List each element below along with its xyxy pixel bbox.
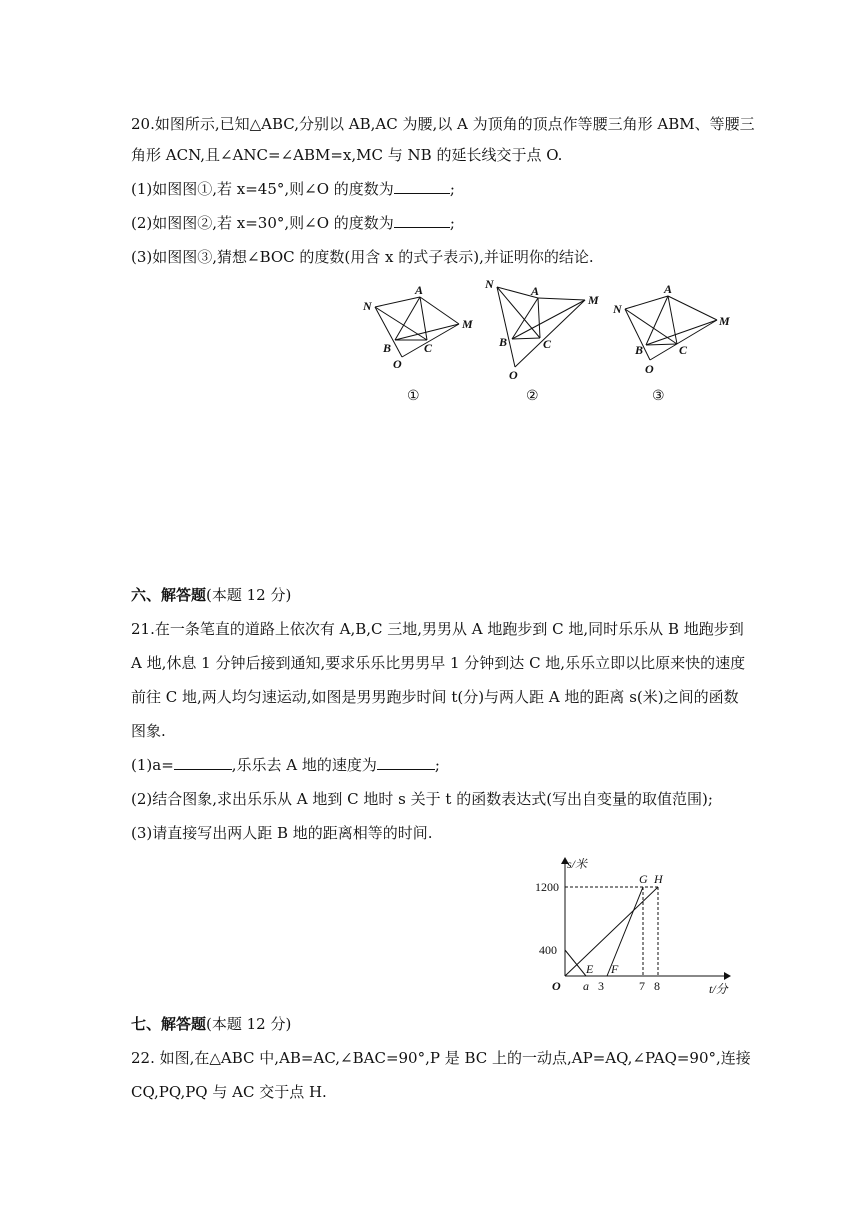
q21-line3: 前往 C 地,两人均匀速运动,如图是男男跑步时间 t(分)与两人距 A 地的距离 s(米)之间的函数 xyxy=(131,688,739,706)
fig3-segment-AM xyxy=(668,296,717,320)
fig2-segment-BM xyxy=(512,300,585,339)
fig1-label-B: B xyxy=(383,341,392,355)
fig1-label-A: A xyxy=(415,283,424,297)
q21-line4: 图象. xyxy=(131,722,166,740)
q20-part2-end: ; xyxy=(449,214,455,232)
answer-blank xyxy=(394,212,450,228)
fig1-label-N: N xyxy=(363,299,372,313)
answer-blank xyxy=(174,754,232,770)
fig1-label-M: M xyxy=(462,317,473,331)
fig3-label-C: C xyxy=(679,343,688,357)
section7-title: 七、解答题 xyxy=(131,1015,207,1033)
q20-line1: 20.如图所示,已知△ABC,分别以 AB,AC 为腰,以 A 为顶角的顶点作等腰三角形 ABM、等腰三 xyxy=(131,115,755,133)
fig1-label-C: C xyxy=(424,341,433,355)
fig2-segment-NO xyxy=(497,287,515,367)
fig1-segment-NC xyxy=(375,307,427,340)
fig3-segment-BC xyxy=(646,344,677,345)
fig2-label-N: N xyxy=(485,277,494,291)
fig1-caption: ① xyxy=(407,389,420,404)
fig2-label-C: C xyxy=(543,337,552,351)
section7-note: (本题 12 分) xyxy=(206,1015,292,1033)
y-tick-1200: 1200 xyxy=(535,880,559,894)
q21-part1-mid: ,乐乐去 A 地的速度为 xyxy=(231,756,377,774)
fig1-segment-NA xyxy=(375,297,420,307)
fig3-label-A: A xyxy=(664,282,673,296)
q21-part3: (3)请直接写出两人距 B 地的距离相等的时间. xyxy=(131,824,433,842)
section7-heading xyxy=(131,1013,291,1035)
q20-part1 xyxy=(131,178,455,200)
q20-part3: (3)如图图③,猜想∠BOC 的度数(用含 x 的式子表示),并证明你的结论. xyxy=(131,248,594,266)
q21-part1-text: (1)a= xyxy=(131,756,174,774)
fig2-label-O: O xyxy=(509,368,518,382)
q21-part2: (2)结合图象,求出乐乐从 A 地到 C 地时 s 关于 t 的函数表达式(写出自变量的取值范围); xyxy=(131,790,713,808)
fig2-segment-MO xyxy=(515,300,585,367)
x-tick-8: 8 xyxy=(654,979,660,993)
origin-label: O xyxy=(552,979,561,993)
fig3-label-M: M xyxy=(719,314,730,328)
answer-blank xyxy=(394,178,450,194)
fig2-caption: ② xyxy=(526,389,539,404)
q21-line1: 21.在一条笔直的道路上依次有 A,B,C 三地,男男从 A 地跑步到 C 地,同时乐乐从 B 地跑步到 xyxy=(131,620,744,638)
q22-line1: 22. 如图,在△ABC 中,AB=AC,∠BAC=90°,P 是 BC 上的一动点,AP=AQ,∠PAQ=90°,连接 xyxy=(131,1049,751,1067)
fig2-segment-BC xyxy=(512,338,540,339)
q22-line2: CQ,PQ,PQ 与 AC 交于点 H. xyxy=(131,1083,327,1101)
q21-graph xyxy=(530,852,740,1000)
y-axis-label: s/米 xyxy=(567,857,588,871)
q21-part1 xyxy=(131,754,440,776)
fig3-label-B: B xyxy=(635,343,644,357)
point-label-E: E xyxy=(586,962,594,976)
x-axis-label: t/分 xyxy=(709,982,728,996)
x-tick-3: 3 xyxy=(598,979,604,993)
q20-part1-end: ; xyxy=(449,180,455,198)
fig1-segment-AM xyxy=(420,297,459,324)
section6-heading xyxy=(131,584,291,606)
point-label-F: F xyxy=(611,962,619,976)
answer-blank xyxy=(377,754,435,770)
fig2-label-B: B xyxy=(499,335,508,349)
section6-title: 六、解答题 xyxy=(131,586,207,604)
q20-figures xyxy=(355,272,745,412)
q21-part1-end: ; xyxy=(434,756,440,774)
fig2-segment-AC xyxy=(538,298,540,338)
fig3-label-N: N xyxy=(613,302,622,316)
segment-le-out xyxy=(565,950,586,976)
y-tick-400: 400 xyxy=(539,943,557,957)
fig2-segment-AB xyxy=(512,298,538,339)
fig2-segment-AM xyxy=(538,298,585,300)
x-tick-7: 7 xyxy=(639,979,645,993)
fig3-segment-AB xyxy=(646,296,668,345)
q20-part2-text: (2)如图图②,若 x=30°,则∠O 的度数为 xyxy=(131,214,394,232)
q20-part1-text: (1)如图图①,若 x=45°,则∠O 的度数为 xyxy=(131,180,394,198)
fig3-segment-NC xyxy=(625,309,677,344)
fig3-label-O: O xyxy=(645,362,654,376)
fig3-segment-NA xyxy=(625,296,668,309)
section6-note: (本题 12 分) xyxy=(206,586,292,604)
point-label-G: G xyxy=(639,872,648,886)
q20-line2: 角形 ACN,且∠ANC=∠ABM=x,MC 与 NB 的延长线交于点 O. xyxy=(131,146,563,164)
x-tick-a: a xyxy=(583,979,589,993)
fig1-label-O: O xyxy=(393,357,402,371)
fig2-label-M: M xyxy=(588,293,599,307)
point-label-H: H xyxy=(654,872,663,886)
q20-part2 xyxy=(131,212,455,234)
q21-line2: A 地,休息 1 分钟后接到通知,要求乐乐比男男早 1 分钟到达 C 地,乐乐立即以比原来快的速度 xyxy=(131,654,746,672)
fig2-label-A: A xyxy=(531,284,540,298)
fig3-caption: ③ xyxy=(652,389,665,404)
